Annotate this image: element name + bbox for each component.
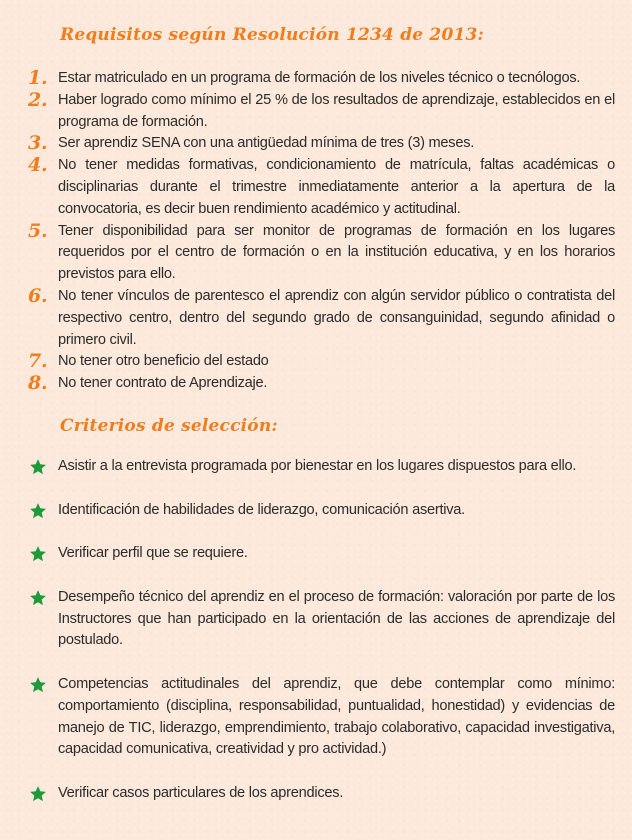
- requirement-number: 2.: [28, 88, 48, 111]
- requirement-text: Estar matriculado en un programa de formación de los niveles técnico o tecnólogos.: [58, 70, 581, 86]
- requirement-text: No tener otro beneficio del estado: [58, 353, 269, 370]
- criteria-item: [0, 543, 632, 565]
- requirement-number: 4.: [28, 154, 48, 177]
- star-icon: [29, 589, 47, 607]
- requirement-number: 5.: [28, 219, 48, 242]
- criteria-item: [0, 587, 632, 652]
- criteria-item: [0, 674, 632, 761]
- requirements-list: [0, 68, 632, 395]
- requirement-item: [0, 351, 632, 373]
- requirement-number: 3.: [28, 132, 48, 155]
- criteria-item: [0, 500, 632, 522]
- requirement-text: Tener disponibilidad para ser monitor de programas de formación en los lugares requeridos por el centro de formación o en la institución educativa, y en los horarios previstos para ello.: [58, 222, 615, 283]
- requirement-item: [0, 155, 632, 220]
- criteria-text: Identificación de habilidades de liderazgo, comunicación asertiva.: [58, 501, 465, 518]
- criteria-text: Verificar casos particulares de los aprendices.: [58, 784, 344, 801]
- requirement-text: No tener vínculos de parentesco el aprendiz con algún servidor público o contratista del respectivo centro, dentro del segundo grado de consanguinidad, segundo afinidad o primero civil.: [58, 287, 615, 348]
- criteria-text: Desempeño técnico del aprendiz en el proceso de formación: valoración por parte de los Instructores que han participado en la orientación de las acciones de aprendizaje del postulado.: [58, 588, 615, 649]
- requirement-item: [0, 286, 632, 351]
- requirement-item: [0, 68, 632, 90]
- requirements-heading: Requisitos según Resolución 1234 de 2013:: [60, 25, 485, 45]
- requirement-text: Ser aprendiz SENA con una antigüedad mínima de tres (3) meses.: [58, 135, 475, 152]
- requirement-item: [0, 373, 632, 395]
- requirement-number: 8.: [28, 372, 48, 395]
- requirement-number: 1.: [28, 67, 48, 89]
- criteria-item: [0, 783, 632, 805]
- criteria-item: [0, 456, 632, 478]
- requirement-item: [0, 221, 632, 286]
- star-icon: [29, 785, 47, 803]
- criteria-text: Asistir a la entrevista programada por bienestar en los lugares dispuestos para ello.: [58, 458, 577, 474]
- star-icon: [29, 458, 47, 476]
- requirement-text: Haber logrado como mínimo el 25 % de los resultados de aprendizaje, establecidos en el programa de formación.: [58, 91, 615, 130]
- criteria-list: [0, 456, 632, 827]
- criteria-text: Competencias actitudinales del aprendiz, que debe contemplar como mínimo: comportamiento (disciplina, responsabilidad, puntualidad, honestidad) y evidencias de manejo de TIC, liderazgo, emprendimiento, trabajo colaborativo, capacidad investigativa, capacidad comunicativa, creatividad y pro actividad.): [58, 675, 615, 758]
- requirement-text: No tener medidas formativas, condicionamiento de matrícula, faltas académicas o disciplinarias durante el trimestre inmediatamente anterior a la apertura de la convocatoria, es decir buen rendimiento académico y actitudinal.: [58, 157, 615, 217]
- requirement-item: [0, 133, 632, 155]
- requirement-item: [0, 90, 632, 134]
- star-icon: [29, 502, 47, 520]
- requirement-text: No tener contrato de Aprendizaje.: [58, 375, 268, 392]
- criteria-heading: Criterios de selección:: [60, 416, 278, 436]
- star-icon: [29, 545, 47, 563]
- requirement-number: 7.: [28, 350, 48, 373]
- star-icon: [29, 676, 47, 694]
- requirement-number: 6.: [28, 284, 48, 307]
- criteria-text: Verificar perfil que se requiere.: [58, 545, 248, 562]
